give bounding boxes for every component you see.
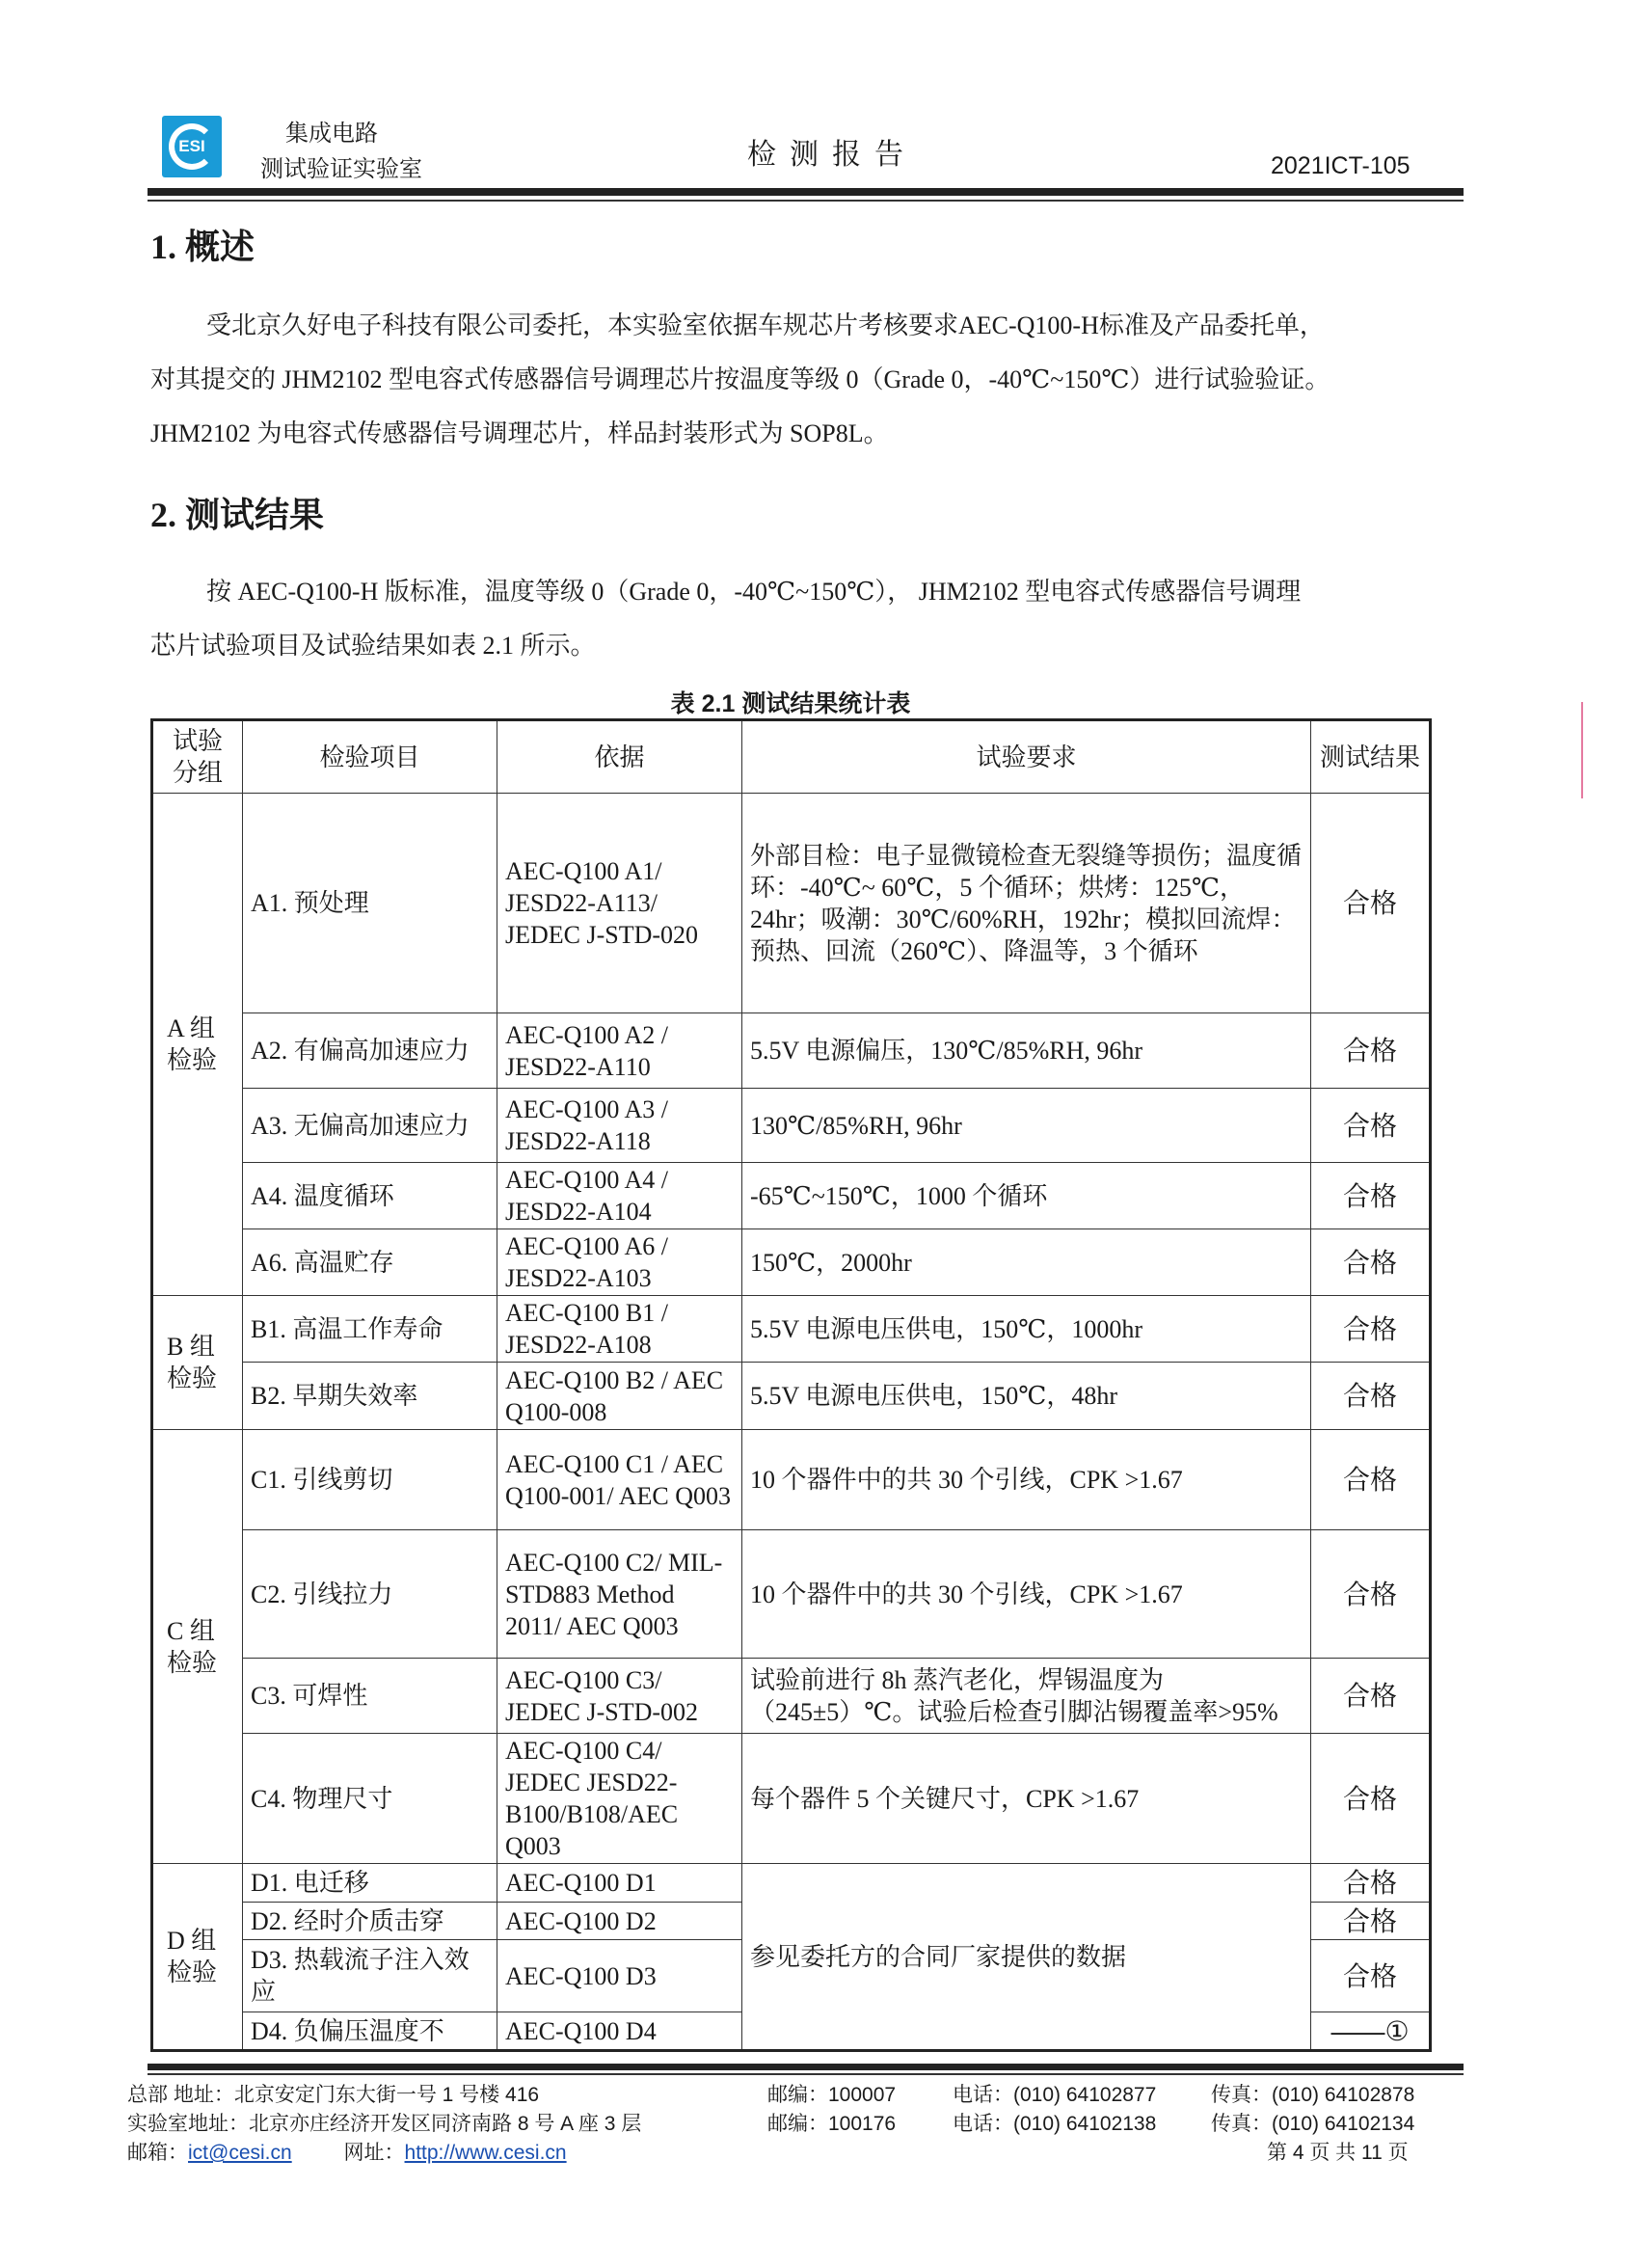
footer-divider-thin (148, 2073, 1464, 2075)
requirement-cell: 130℃/85%RH, 96hr (742, 1089, 1311, 1163)
esi-logo (162, 116, 222, 177)
section1-heading: 1. 概述 (150, 228, 255, 266)
basis-cell: AEC-Q100 A4 / JESD22-A104 (497, 1163, 742, 1229)
result-cell: ——① (1311, 2012, 1431, 2051)
result-cell: 合格 (1311, 1430, 1431, 1530)
result-cell: 合格 (1311, 1530, 1431, 1659)
table-row (152, 1296, 1431, 1363)
table-row (152, 1229, 1431, 1296)
table-row (152, 1430, 1431, 1530)
basis-cell: AEC-Q100 D3 (497, 1940, 742, 2012)
section1-para-line3: JHM2102 为电容式传感器信号调理芯片，样品封装形式为 SOP8L。 (150, 419, 889, 447)
section2-heading: 2. 测试结果 (150, 496, 325, 534)
item-cell: A6. 高温贮存 (243, 1229, 497, 1296)
web-link[interactable]: http://www.cesi.cn (404, 2142, 567, 2164)
result-cell: 合格 (1311, 1229, 1431, 1296)
org-name-line1: 集成电路 (285, 121, 378, 147)
requirement-cell: 10 个器件中的共 30 个引线，CPK >1.67 (742, 1430, 1311, 1530)
table-row (152, 1864, 1431, 1903)
basis-cell: AEC-Q100 A2 / JESD22-A110 (497, 1013, 742, 1089)
requirement-cell: -65℃~150℃，1000 个循环 (742, 1163, 1311, 1229)
header-basis: 依据 (497, 720, 742, 794)
result-cell: 合格 (1311, 794, 1431, 1013)
section1-para-line2: 对其提交的 JHM2102 型电容式传感器信号调理芯片按温度等级 0（Grade 0，-40℃~150℃）进行试验验证。 (150, 365, 1330, 393)
item-cell: A4. 温度循环 (243, 1163, 497, 1229)
header-divider-thin (148, 200, 1464, 202)
basis-cell: AEC-Q100 D2 (497, 1903, 742, 1940)
requirement-cell: 每个器件 5 个关键尺寸，CPK >1.67 (742, 1734, 1311, 1864)
item-cell: D2. 经时介质击穿 (243, 1903, 497, 1940)
requirement-cell: 5.5V 电源偏压，130℃/85%RH, 96hr (742, 1013, 1311, 1089)
header-result: 测试结果 (1311, 720, 1431, 794)
header-group: 试验分组 (152, 720, 243, 794)
requirement-cell: 试验前进行 8h 蒸汽老化，焊锡温度为（245±5）℃。试验后检查引脚沾锡覆盖率>95% (742, 1659, 1311, 1734)
requirement-cell: 5.5V 电源电压供电，150℃，1000hr (742, 1296, 1311, 1363)
seam-stamp-mark (1581, 702, 1599, 798)
basis-cell: AEC-Q100 A6 / JESD22-A103 (497, 1229, 742, 1296)
page-number: 第 4 页 共 11 页 (1267, 2142, 1409, 2164)
result-cell: 合格 (1311, 1089, 1431, 1163)
results-table (150, 718, 1432, 2052)
footer-contact (127, 2137, 567, 2166)
report-code: 2021ICT-105 (1271, 152, 1411, 179)
section1-para-line1: 受北京久好电子科技有限公司委托，本实验室依据车规芯片考核要求AEC-Q100-H标准及产品委托单， (206, 311, 1325, 339)
table-row (152, 1363, 1431, 1430)
basis-cell: AEC-Q100 A1/ JESD22-A113/ JEDEC J-STD-020 (497, 794, 742, 1013)
basis-cell: AEC-Q100 C4/ JEDEC JESD22-B100/B108/AEC Q003 (497, 1734, 742, 1864)
footer-hq-zip: 邮编：100007 (767, 2084, 897, 2106)
table-row (152, 1659, 1431, 1734)
item-cell: D1. 电迁移 (243, 1864, 497, 1903)
report-title: 检测报告 (747, 139, 917, 171)
basis-cell: AEC-Q100 A3 / JESD22-A118 (497, 1089, 742, 1163)
web-label: 网址： (343, 2142, 405, 2164)
item-cell: A1. 预处理 (243, 794, 497, 1013)
header-item: 检验项目 (243, 720, 497, 794)
table-row (152, 1013, 1431, 1089)
footer-lab-zip: 邮编：100176 (767, 2113, 897, 2135)
footer-hq-tel: 电话：(010) 64102877 (953, 2084, 1157, 2106)
basis-cell: AEC-Q100 B2 / AEC Q100-008 (497, 1363, 742, 1430)
result-cell: 合格 (1311, 1163, 1431, 1229)
table-row (152, 1734, 1431, 1864)
item-cell: A2. 有偏高加速应力 (243, 1013, 497, 1089)
group-cell: C 组检验 (152, 1430, 243, 1864)
item-cell: D4. 负偏压温度不 (243, 2012, 497, 2051)
org-name-line2: 测试验证实验室 (260, 156, 422, 182)
basis-cell: AEC-Q100 C3/ JEDEC J-STD-002 (497, 1659, 742, 1734)
result-cell: 合格 (1311, 1864, 1431, 1903)
requirement-cell-d-group: 参见委托方的合同厂家提供的数据 (742, 1864, 1311, 2051)
header-requirement: 试验要求 (742, 720, 1311, 794)
result-cell: 合格 (1311, 1363, 1431, 1430)
basis-cell: AEC-Q100 C1 / AEC Q100-001/ AEC Q003 (497, 1430, 742, 1530)
table-row (152, 1530, 1431, 1659)
requirement-cell: 5.5V 电源电压供电，150℃，48hr (742, 1363, 1311, 1430)
result-cell: 合格 (1311, 1296, 1431, 1363)
item-cell: C4. 物理尺寸 (243, 1734, 497, 1864)
header-divider (148, 188, 1464, 196)
basis-cell: AEC-Q100 B1 / JESD22-A108 (497, 1296, 742, 1363)
table-row (152, 1089, 1431, 1163)
footer-lab-address: 实验室地址：北京亦庄经济开发区同济南路 8 号 A 座 3 层 (127, 2113, 642, 2135)
item-cell: C3. 可焊性 (243, 1659, 497, 1734)
table-header-row (152, 720, 1431, 794)
result-cell: 合格 (1311, 1903, 1431, 1940)
table-row (152, 1163, 1431, 1229)
result-cell: 合格 (1311, 1659, 1431, 1734)
group-cell: A 组检验 (152, 794, 243, 1296)
item-cell: D3. 热载流子注入效应 (243, 1940, 497, 2012)
requirement-cell: 10 个器件中的共 30 个引线，CPK >1.67 (742, 1530, 1311, 1659)
group-cell: D 组检验 (152, 1864, 243, 2051)
item-cell: B1. 高温工作寿命 (243, 1296, 497, 1363)
item-cell: C1. 引线剪切 (243, 1430, 497, 1530)
footer-hq-address: 总部 地址：北京安定门东大街一号 1 号楼 416 (127, 2084, 540, 2106)
basis-cell: AEC-Q100 D4 (497, 2012, 742, 2051)
basis-cell: AEC-Q100 D1 (497, 1864, 742, 1903)
logo-text: ESI (178, 137, 205, 155)
result-cell: 合格 (1311, 1940, 1431, 2012)
item-cell: C2. 引线拉力 (243, 1530, 497, 1659)
item-cell: B2. 早期失效率 (243, 1363, 497, 1430)
item-cell: A3. 无偏高加速应力 (243, 1089, 497, 1163)
result-cell: 合格 (1311, 1013, 1431, 1089)
requirement-cell: 150℃，2000hr (742, 1229, 1311, 1296)
section2-para-line2: 芯片试验项目及试验结果如表 2.1 所示。 (150, 632, 596, 660)
email-label: 邮箱： (127, 2142, 188, 2164)
table-row (152, 794, 1431, 1013)
requirement-cell: 外部目检：电子显微镜检查无裂缝等损伤；温度循环：-40℃~ 60℃，5 个循环；烘烤：125℃，24hr；吸潮：30℃/60%RH，192hr；模拟回流焊：预热、回流（260℃）、降温等，3 个循环 (742, 794, 1311, 1013)
email-link[interactable]: ict@cesi.cn (188, 2142, 292, 2164)
footer-lab-fax: 传真：(010) 64102134 (1211, 2113, 1415, 2135)
footer-hq-fax: 传真：(010) 64102878 (1211, 2084, 1415, 2106)
group-cell: B 组检验 (152, 1296, 243, 1430)
result-cell: 合格 (1311, 1734, 1431, 1864)
section2-para-line1: 按 AEC-Q100-H 版标准，温度等级 0（Grade 0，-40℃~150℃）， JHM2102 型电容式传感器信号调理 (206, 578, 1302, 606)
table-caption: 表 2.1 测试结果统计表 (670, 690, 911, 717)
footer-divider (148, 2064, 1464, 2070)
basis-cell: AEC-Q100 C2/ MIL-STD883 Method 2011/ AEC Q003 (497, 1530, 742, 1659)
footer-lab-tel: 电话：(010) 64102138 (953, 2113, 1157, 2135)
